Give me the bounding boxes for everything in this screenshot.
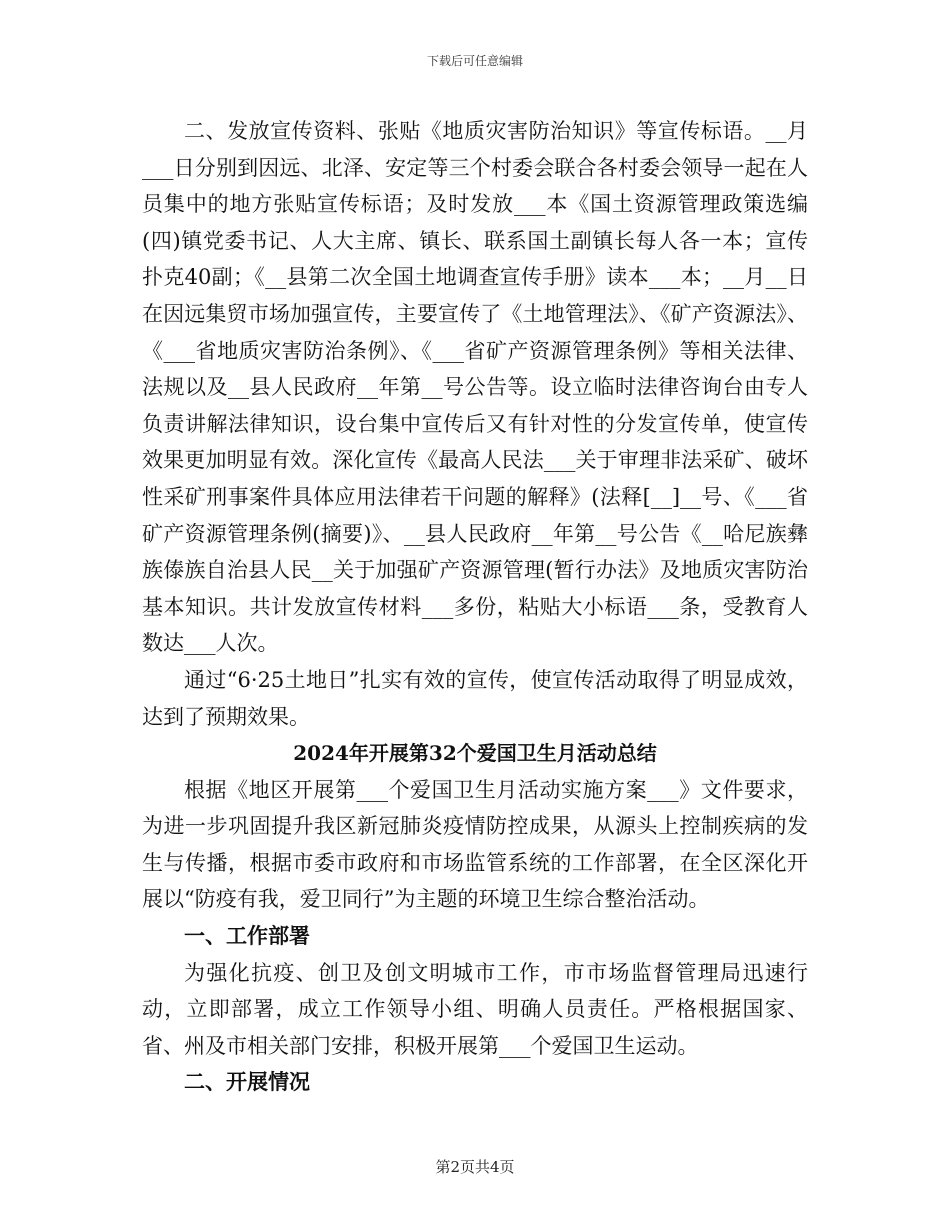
document-body xyxy=(142,113,808,1101)
section-title: 2024年开展第32个爱国卫生月活动总结 xyxy=(293,741,657,766)
paragraph-publicity-materials: 二、发放宣传资料、张贴《地质灾害防治知识》等宣传标语。__月___日分别到因远、北泽、安定等三个村委会联合各村委会领导一起在人员集中的地方张贴宣传标语；及时发放___本《国土资源管理政策选编(四)镇党委书记、人大主席、镇长、联系国土副镇长每人各一本；宣传扑克40副；《__县第二次全国土地调查宣传手册》读本___本；__月__日在因远集贸市场加强宣传，主要宣传了《土地管理法》、《矿产资源法》、《___省地质灾害防治条例》、《___省矿产资源管理条例》等相关法律、法规以及__县人民政府__年第__号公告等。设立临时法律咨询台由专人负责讲解法律知识，设台集中宣传后又有针对性的分发宣传单，使宣传效果更加明显有效。深化宣传《最高人民法___关于审理非法采矿、破坏性采矿刑事案件具体应用法律若干问题的解释》(法释[__]__号、《___省矿产资源管理条例(摘要)》、__县人民政府__年第__号公告《__哈尼族彝族傣族自治县人民__关于加强矿产资源管理(暂行办法》及地质灾害防治基本知识。共计发放宣传材料___多份，粘贴大小标语___条，受教育人数达___人次。 xyxy=(142,119,808,656)
page-footer: 第2页共4页 xyxy=(435,1158,515,1176)
paragraph-intro: 根据《地区开展第___个爱国卫生月活动实施方案___》文件要求，为进一步巩固提升我区新冠肺炎疫情防控成果，从源头上控制疾病的发生与传播，根据市委市政府和市场监管系统的工作部署，在全区深化开展以“防疫有我，爱卫同行”为主题的环境卫生综合整治活动。 xyxy=(142,777,808,912)
heading-progress: 二、开展情况 xyxy=(184,1069,310,1095)
paragraph-work-deployment: 为强化抗疫、创卫及创文明城市工作，市市场监督管理局迅速行动，立即部署，成立工作领导小组、明确人员责任。严格根据国家、省、州及市相关部门安排，积极开展第___个爱国卫生运动。 xyxy=(142,960,808,1058)
heading-work-deployment: 一、工作部署 xyxy=(184,923,310,949)
page-header: 下载后可任意编辑 xyxy=(426,54,523,68)
paragraph-land-day-summary: 通过“6·25土地日”扎实有效的宣传，使宣传活动取得了明显成效，达到了预期效果。 xyxy=(142,667,808,729)
